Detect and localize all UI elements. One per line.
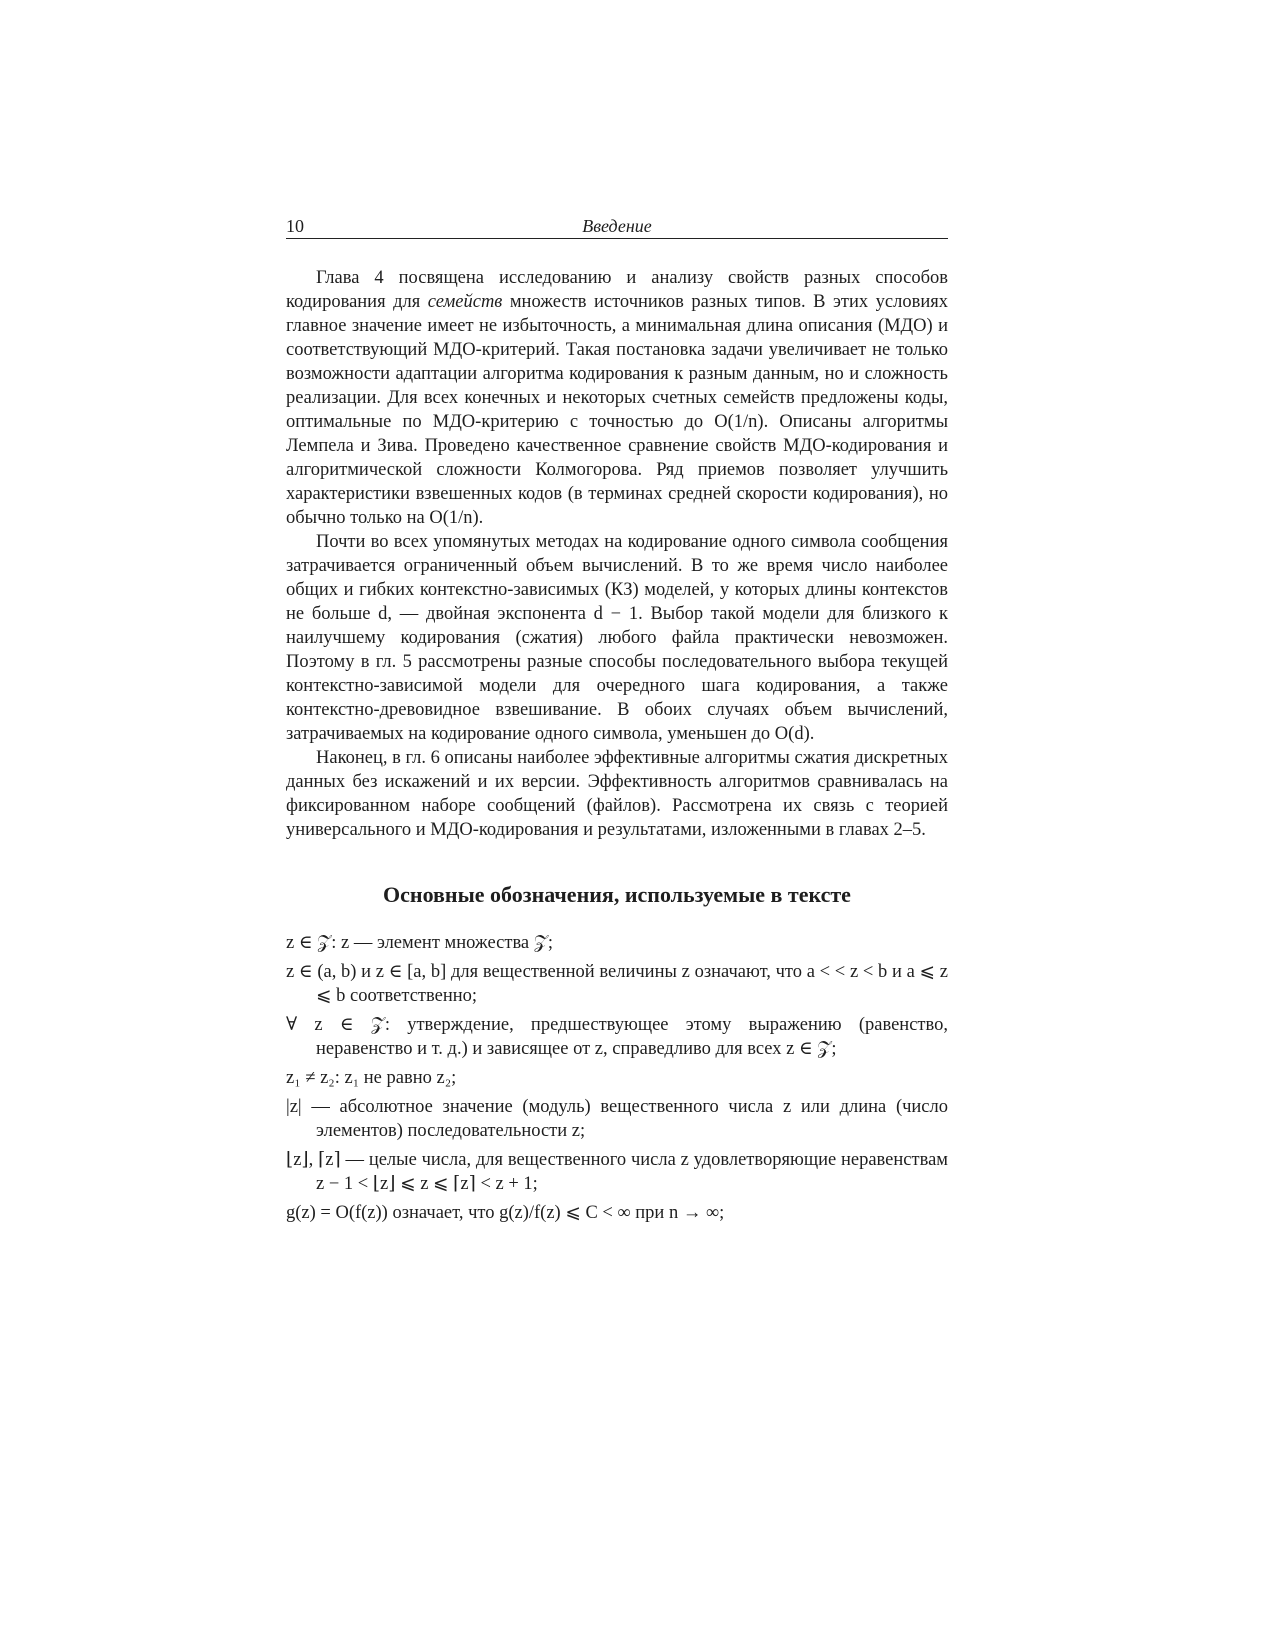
notation-item: g(z) = O(f(z)) означает, что g(z)/f(z) ⩽ C < ∞ при n → ∞; xyxy=(286,1203,725,1223)
notation-item: z ∈ (a, b) и z ∈ [a, b] для вещественной величины z означают, что a < < z < b и a ⩽ z ⩽ b соответственно; xyxy=(286,962,948,1006)
notation-list xyxy=(286,931,948,1225)
paragraph: Почти во всех упомянутых методах на кодирование одного символа сообщения затрачивается ограниченный объем вычислений. В то же время число наиболее общих и гибких контекстно-зависимых (КЗ) моделей, у которых длины контекстов не больше d, — двойная экспонента d − 1. Выбор такой модели для близкого к наилучшему кодирования (сжатия) любого файла практически невозможен. Поэтому в гл. 5 рассмотрены разные способы последовательного выбора текущей контекстно-зависимой модели для очередного шага кодирования, а также контекстно-древовидное взвешивание. В обоих случаях объем вычислений, затрачиваемых на кодирование одного символа, уменьшен до O(d). xyxy=(286,532,948,744)
emphasis-text: семейств xyxy=(427,292,503,312)
notation-item: z₁ ≠ z₂: z₁ не равно z₂; xyxy=(286,1068,457,1088)
paragraph xyxy=(286,266,948,530)
running-head-title: Введение xyxy=(582,216,652,236)
paragraph-text: Глава 4 посвящена исследованию и анализу свойств разных способов кодирования для xyxy=(286,268,948,312)
notation-item: ∀ z ∈ 𝒵: утверждение, предшествующее этому выражению (равенство, неравенство и т. д.) и зависящее от z, справедливо для всех z ∈ 𝒵; xyxy=(286,1015,948,1059)
notation-item: ⌊z⌋, ⌈z⌉ — целые числа, для вещественного числа z удовлетворяющие неравенствам z − 1 < ⌊z⌋ ⩽ z ⩽ ⌈z⌉ < z + 1; xyxy=(286,1150,948,1194)
page-number: 10 xyxy=(286,216,304,236)
paragraph-text: множеств источников разных типов. В этих условиях главное значение имеет не избыточность, а минимальная длина описания (МДО) и соответствующий МДО-критерий. Такая постановка задачи увеличивает не только возможности адаптации алгоритма кодирования к разным данным, но и сложность реализации. Для всех конечных и некоторых счетных семейств предложены коды, оптимальные по МДО-критерию с точностью до O(1/n). Описаны алгоритмы Лемпела и Зива. Проведено качественное сравнение свойств МДО-кодирования и алгоритмической сложности Колмогорова. Ряд приемов позволяет улучшить характеристики взвешенных кодов (в терминах средней скорости кодирования), но обычно только на O(1/n). xyxy=(286,292,949,528)
section-heading: Основные обозначения, используемые в тексте xyxy=(383,882,851,907)
paragraph: Наконец, в гл. 6 описаны наиболее эффективные алгоритмы сжатия дискретных данных без искажений и их версии. Эффективность алгоритмов сравнивалась на фиксированном наборе сообщений (файлов). Рассмотрена их связь с теорией универсального и МДО-кодирования и результатами, изложенными в главах 2–5. xyxy=(286,748,948,840)
notation-item: z ∈ 𝒵: z — элемент множества 𝒵; xyxy=(286,933,553,953)
body-text xyxy=(286,266,948,842)
notation-item: |z| — абсолютное значение (модуль) вещественного числа z или длина (число элементов) последовательности z; xyxy=(286,1097,948,1141)
running-head xyxy=(286,208,948,239)
page-column xyxy=(286,208,948,1225)
